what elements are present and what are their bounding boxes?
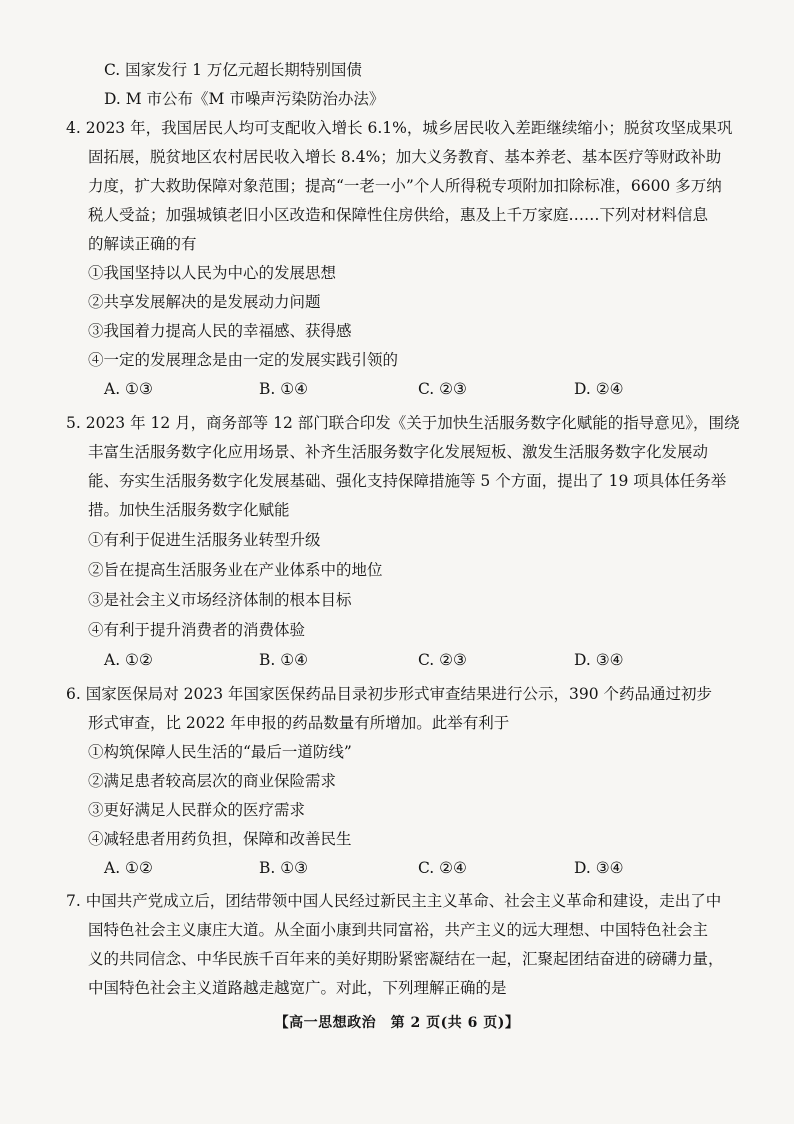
q4-statement: ④一定的发展理念是由一定的发展实践引领的 xyxy=(88,351,399,369)
q7-stem-line: 7. 中国共产党成立后，团结带领中国人民经过新民主主义革命、社会主义革命和建设，走出了中 xyxy=(66,892,722,910)
q7-stem-line: 国特色社会主义康庄大道。从全面小康到共同富裕，共产主义的远大理想、中国特色社会主 xyxy=(88,921,709,939)
q4-statement: ①我国坚持以人民为中心的发展思想 xyxy=(88,264,337,282)
q4-stem-line: 税人受益；加强城镇老旧小区改造和保障性住房供给，惠及上千万家庭……下列对材料信息 xyxy=(88,206,709,224)
choice-c: C. 国家发行 1 万亿元超长期特别国债 xyxy=(104,61,362,79)
q6-option-b: B. ①③ xyxy=(259,859,309,877)
q5-option-b: B. ①④ xyxy=(259,651,309,669)
q4-stem-line: 的解读正确的有 xyxy=(88,235,197,253)
q6-option-d: D. ③④ xyxy=(574,859,624,877)
q6-stem-line: 6. 国家医保局对 2023 年国家医保药品目录初步形式审查结果进行公示，390 个药品通过初步 xyxy=(66,685,713,703)
choice-d: D. M 市公布《M 市噪声污染防治办法》 xyxy=(104,90,385,108)
q5-statement: ④有利于提升消费者的消费体验 xyxy=(88,621,306,639)
q5-statement: ①有利于促进生活服务业转型升级 xyxy=(88,531,321,549)
q5-stem-line: 能、夯实生活服务数字化发展基础、强化支持保障措施等 5 个方面，提出了 19 项具体任务举 xyxy=(88,472,727,490)
q6-option-a: A. ①② xyxy=(104,859,153,877)
q7-stem-line: 义的共同信念、中华民族千百年来的美好期盼紧密凝结在一起，汇聚起团结奋进的磅礴力量， xyxy=(88,950,724,968)
q5-statement: ③是社会主义市场经济体制的根本目标 xyxy=(88,591,352,609)
q5-stem-line: 5. 2023 年 12 月，商务部等 12 部门联合印发《关于加快生活服务数字化赋能的指导意见》，围绕 xyxy=(66,414,740,432)
q4-stem-line: 4. 2023 年，我国居民人均可支配收入增长 6.1%，城乡居民收入差距继续缩小；脱贫攻坚成果巩 xyxy=(66,119,733,137)
q5-stem-line: 措。加快生活服务数字化赋能 xyxy=(88,501,290,519)
q5-stem-line: 丰富生活服务数字化应用场景、补齐生活服务数字化发展短板、激发生活服务数字化发展动 xyxy=(88,443,709,461)
q4-option-a: A. ①③ xyxy=(104,380,153,398)
q6-statement: ②满足患者较高层次的商业保险需求 xyxy=(88,772,337,790)
q4-statement: ③我国着力提高人民的幸福感、获得感 xyxy=(88,322,352,340)
q6-statement: ④减轻患者用药负担，保障和改善民生 xyxy=(88,830,352,848)
q6-option-c: C. ②④ xyxy=(418,859,467,877)
q6-statement: ③更好满足人民群众的医疗需求 xyxy=(88,801,306,819)
q4-option-d: D. ②④ xyxy=(574,380,624,398)
q4-option-b: B. ①④ xyxy=(259,380,309,398)
q4-stem-line: 固拓展，脱贫地区农村居民收入增长 8.4%；加大义务教育、基本养老、基本医疗等财政补助 xyxy=(88,148,722,166)
q6-stem-line: 形式审查，比 2022 年申报的药品数量有所增加。此举有利于 xyxy=(88,714,510,732)
q5-option-d: D. ③④ xyxy=(574,651,624,669)
q5-statement: ②旨在提高生活服务业在产业体系中的地位 xyxy=(88,561,383,579)
q4-option-c: C. ②③ xyxy=(418,380,467,398)
q5-option-c: C. ②③ xyxy=(418,651,467,669)
q6-statement: ①构筑保障人民生活的“最后一道防线” xyxy=(88,743,352,761)
q5-option-a: A. ①② xyxy=(104,651,153,669)
q4-stem-line: 力度，扩大救助保障对象范围；提高“一老一小”个人所得税专项附加扣除标准，6600 多万纳 xyxy=(88,177,722,195)
q4-statement: ②共享发展解决的是发展动力问题 xyxy=(88,293,321,311)
q7-stem-line: 中国特色社会主义道路越走越宽广。对此，下列理解正确的是 xyxy=(88,979,507,997)
page-footer: 【高一思想政治 第 2 页(共 6 页)】 xyxy=(274,1015,520,1031)
